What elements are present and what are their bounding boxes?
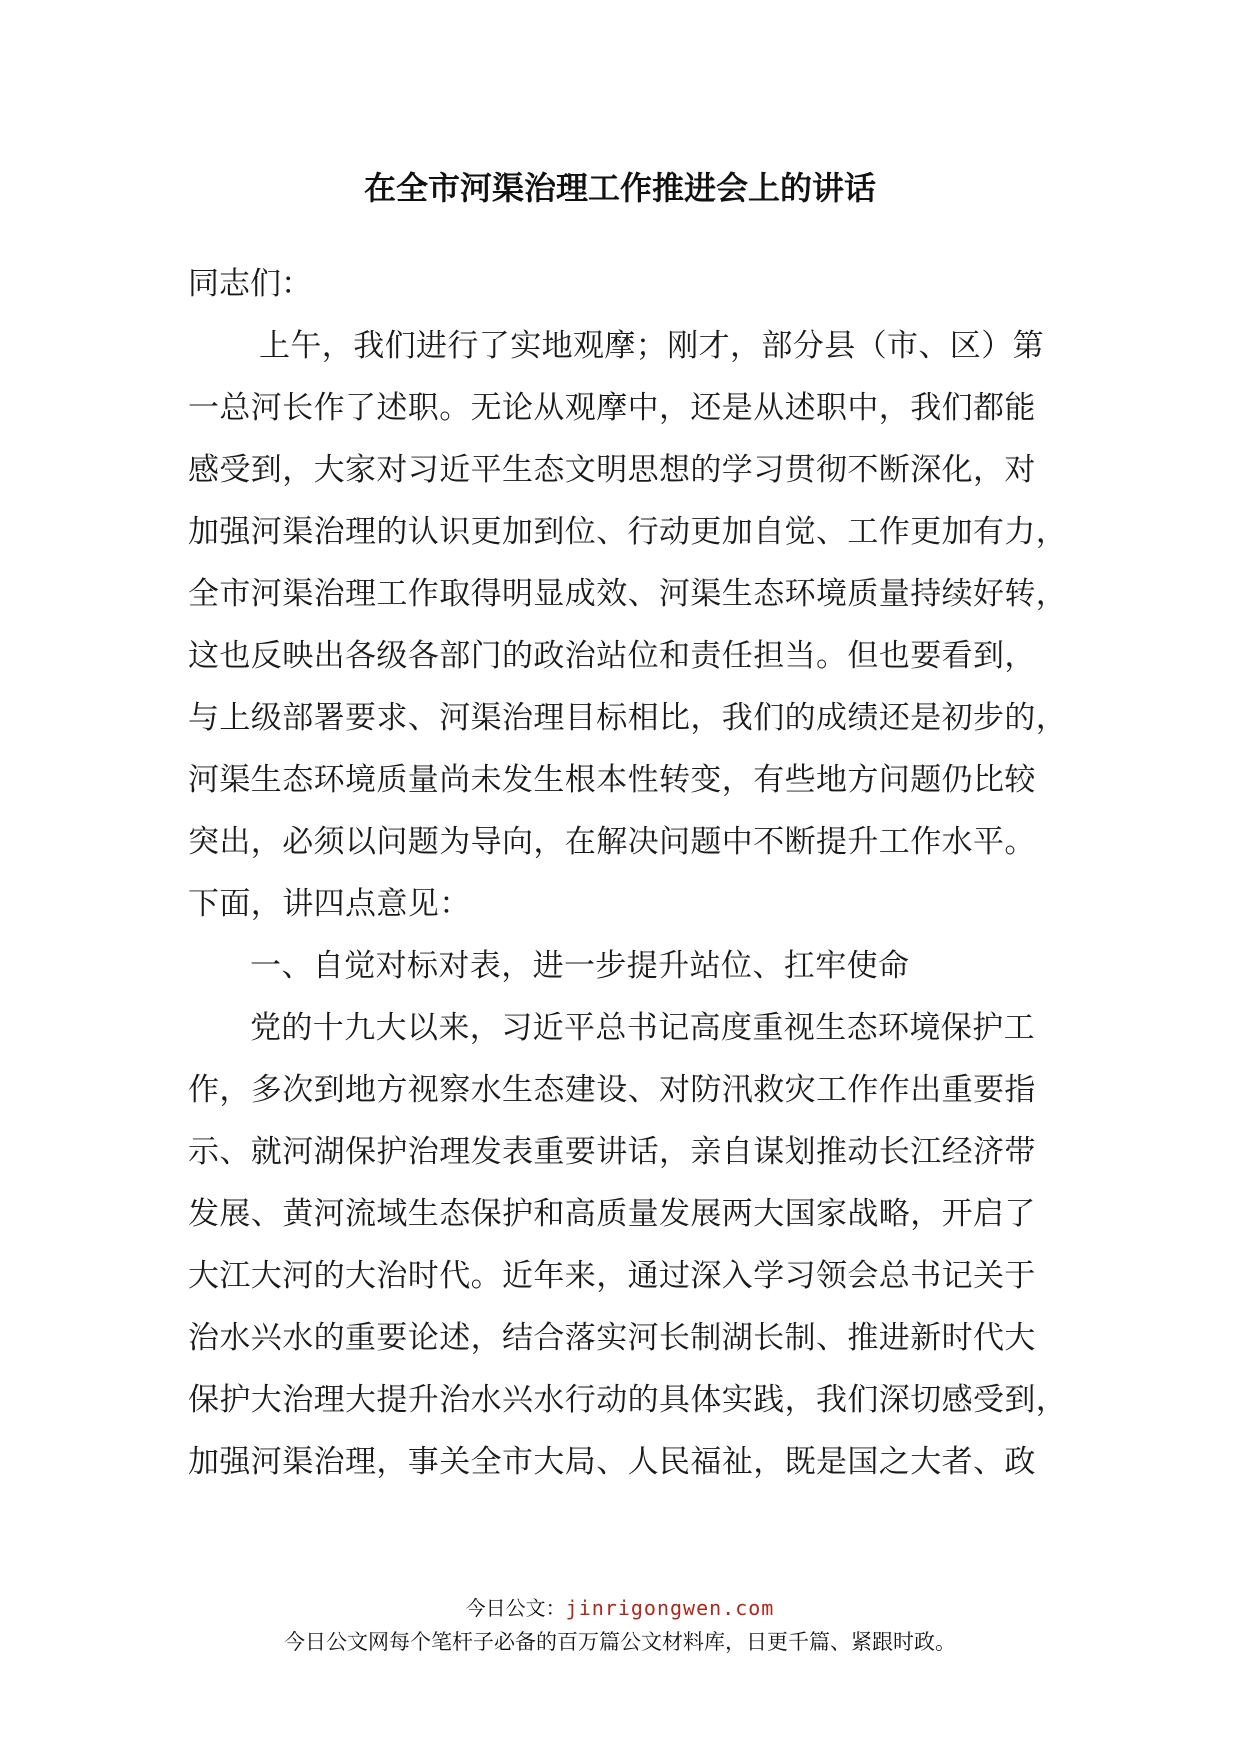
body-line: 突出，必须以问题为导向，在解决问题中不断提升工作水平。 <box>188 824 1036 860</box>
footer-site-url[interactable]: jinrigongwen.com <box>565 1596 775 1620</box>
body-line: 大江大河的大治时代。近年来，通过深入学习领会总书记关于 <box>188 1258 1036 1294</box>
section-heading: 一、自觉对标对表，进一步提升站位、扛牢使命 <box>250 948 910 984</box>
body-line: 全市河渠治理工作取得明显成效、河渠生态环境质量持续好转， <box>188 576 1068 612</box>
body-line: 上午，我们进行了实地观摩；刚才，部分县（市、区）第 <box>259 328 1044 364</box>
body-line: 党的十九大以来，习近平总书记高度重视生态环境保护工 <box>250 1010 1035 1046</box>
body-line: 这也反映出各级各部门的政治站位和责任担当。但也要看到， <box>188 638 1036 674</box>
body-line: 感受到，大家对习近平生态文明思想的学习贯彻不断深化，对 <box>188 452 1036 488</box>
body-line: 治水兴水的重要论述，结合落实河长制湖长制、推进新时代大 <box>188 1320 1036 1356</box>
body-line: 作，多次到地方视察水生态建设、对防汛救灾工作作出重要指 <box>188 1072 1036 1108</box>
page-title: 在全市河渠治理工作推进会上的讲话 <box>363 169 876 207</box>
body-line: 河渠生态环境质量尚未发生根本性转变，有些地方问题仍比较 <box>188 762 1036 798</box>
footer-site <box>0 1594 1240 1622</box>
body-line: 下面，讲四点意见： <box>188 886 471 922</box>
body-line: 加强河渠治理的认识更加到位、行动更加自觉、工作更加有力， <box>188 514 1068 550</box>
footer-slogan: 今日公文网每个笔杆子必备的百万篇公文材料库，日更千篇、紧跟时政。 <box>284 1630 956 1654</box>
footer-site-label: 今日公文： <box>465 1596 566 1620</box>
body-line: 发展、黄河流域生态保护和高质量发展两大国家战略，开启了 <box>188 1196 1036 1232</box>
body-line: 保护大治理大提升治水兴水行动的具体实践，我们深切感受到， <box>188 1382 1068 1418</box>
body-line: 一总河长作了述职。无论从观摩中，还是从述职中，我们都能 <box>188 390 1036 426</box>
body-line: 与上级部署要求、河渠治理目标相比，我们的成绩还是初步的， <box>188 700 1068 736</box>
salutation: 同志们： <box>188 266 312 302</box>
body-line: 示、就河湖保护治理发表重要讲话，亲自谋划推动长江经济带 <box>188 1134 1036 1170</box>
body-line: 加强河渠治理，事关全市大局、人民福祉，既是国之大者、政 <box>188 1444 1036 1480</box>
